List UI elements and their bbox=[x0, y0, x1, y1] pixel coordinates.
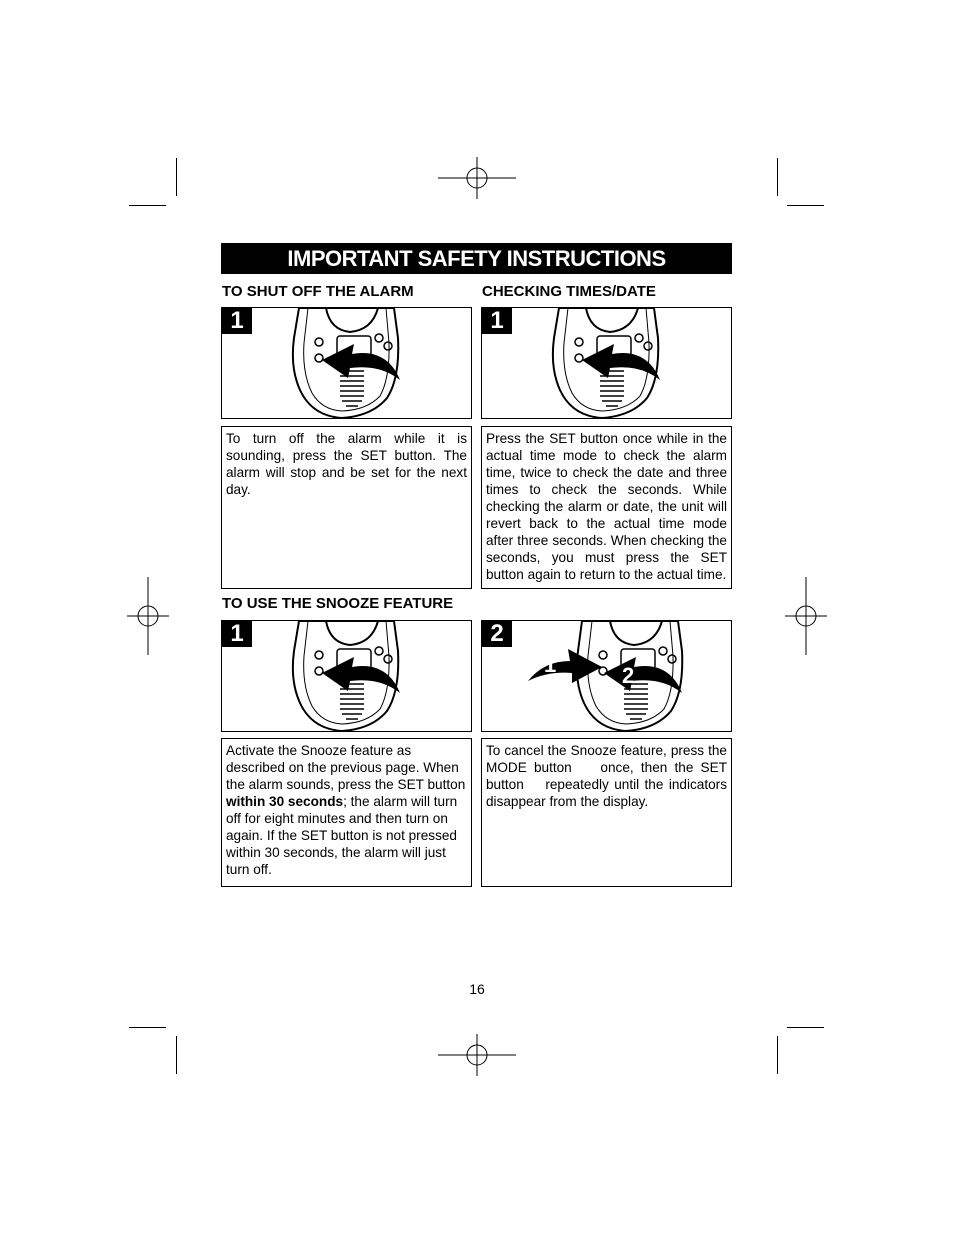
registration-mark-icon bbox=[785, 577, 827, 655]
registration-mark-icon bbox=[438, 1034, 516, 1076]
instructions-snooze bbox=[221, 738, 472, 887]
crop-mark bbox=[129, 1027, 166, 1028]
device-illustration bbox=[482, 308, 732, 419]
registration-mark-icon bbox=[438, 157, 516, 199]
illustration-shut-off bbox=[221, 307, 472, 419]
crop-mark bbox=[777, 158, 778, 196]
crop-mark bbox=[176, 158, 177, 196]
arrow-label: 1 bbox=[544, 652, 557, 677]
page-title: IMPORTANT SAFETY INSTRUCTIONS bbox=[221, 243, 732, 274]
step-number: 1 bbox=[222, 308, 252, 334]
step-number: 2 bbox=[482, 621, 512, 647]
snooze-text-part2: ; the alarm will turn off for eight minutes and then turn on again. If the SET button is not pressed within 30 seconds, the alarm will just turn off. bbox=[226, 794, 458, 877]
snooze-text-bold: within 30 seconds bbox=[226, 794, 344, 809]
registration-mark-icon bbox=[127, 577, 169, 655]
crop-mark bbox=[176, 1036, 177, 1074]
snooze-text-part1: Activate the Snooze feature as described on the previous page. When the alarm sounds, press the SET button bbox=[226, 743, 466, 792]
illustration-cancel-snooze bbox=[481, 620, 732, 732]
illustration-snooze bbox=[221, 620, 472, 732]
section-heading-snooze: TO USE THE SNOOZE FEATURE bbox=[222, 595, 454, 612]
device-illustration bbox=[222, 621, 472, 732]
device-illustration bbox=[482, 621, 732, 732]
instructions-checking: Press the SET button once while in the actual time mode to check the alarm time, twice to check the date and three times to check the seconds. While checking the alarm or date, the unit will revert back to the actual time mode after three seconds. When checking the seconds, you must press the SET button again to return to the actual time. bbox=[481, 426, 732, 589]
crop-mark bbox=[787, 205, 824, 206]
crop-mark bbox=[787, 1027, 824, 1028]
section-heading-checking: CHECKING TIMES/DATE bbox=[482, 283, 656, 300]
section-heading-shut-off: TO SHUT OFF THE ALARM bbox=[222, 283, 414, 300]
arrow-label: 2 bbox=[622, 663, 635, 688]
instructions-shut-off: To turn off the alarm while it is sounding, press the SET button. The alarm will stop and be set for the next day. bbox=[221, 426, 472, 589]
crop-mark bbox=[129, 205, 166, 206]
page-number: 16 bbox=[469, 981, 485, 997]
step-number: 1 bbox=[222, 621, 252, 647]
instructions-cancel-snooze: To cancel the Snooze feature, press the MODE button once, then the SET button repeatedly until the indicators disappear from the display. bbox=[481, 738, 732, 887]
illustration-checking bbox=[481, 307, 732, 419]
step-number: 1 bbox=[482, 308, 512, 334]
device-illustration bbox=[222, 308, 472, 419]
crop-mark bbox=[777, 1036, 778, 1074]
